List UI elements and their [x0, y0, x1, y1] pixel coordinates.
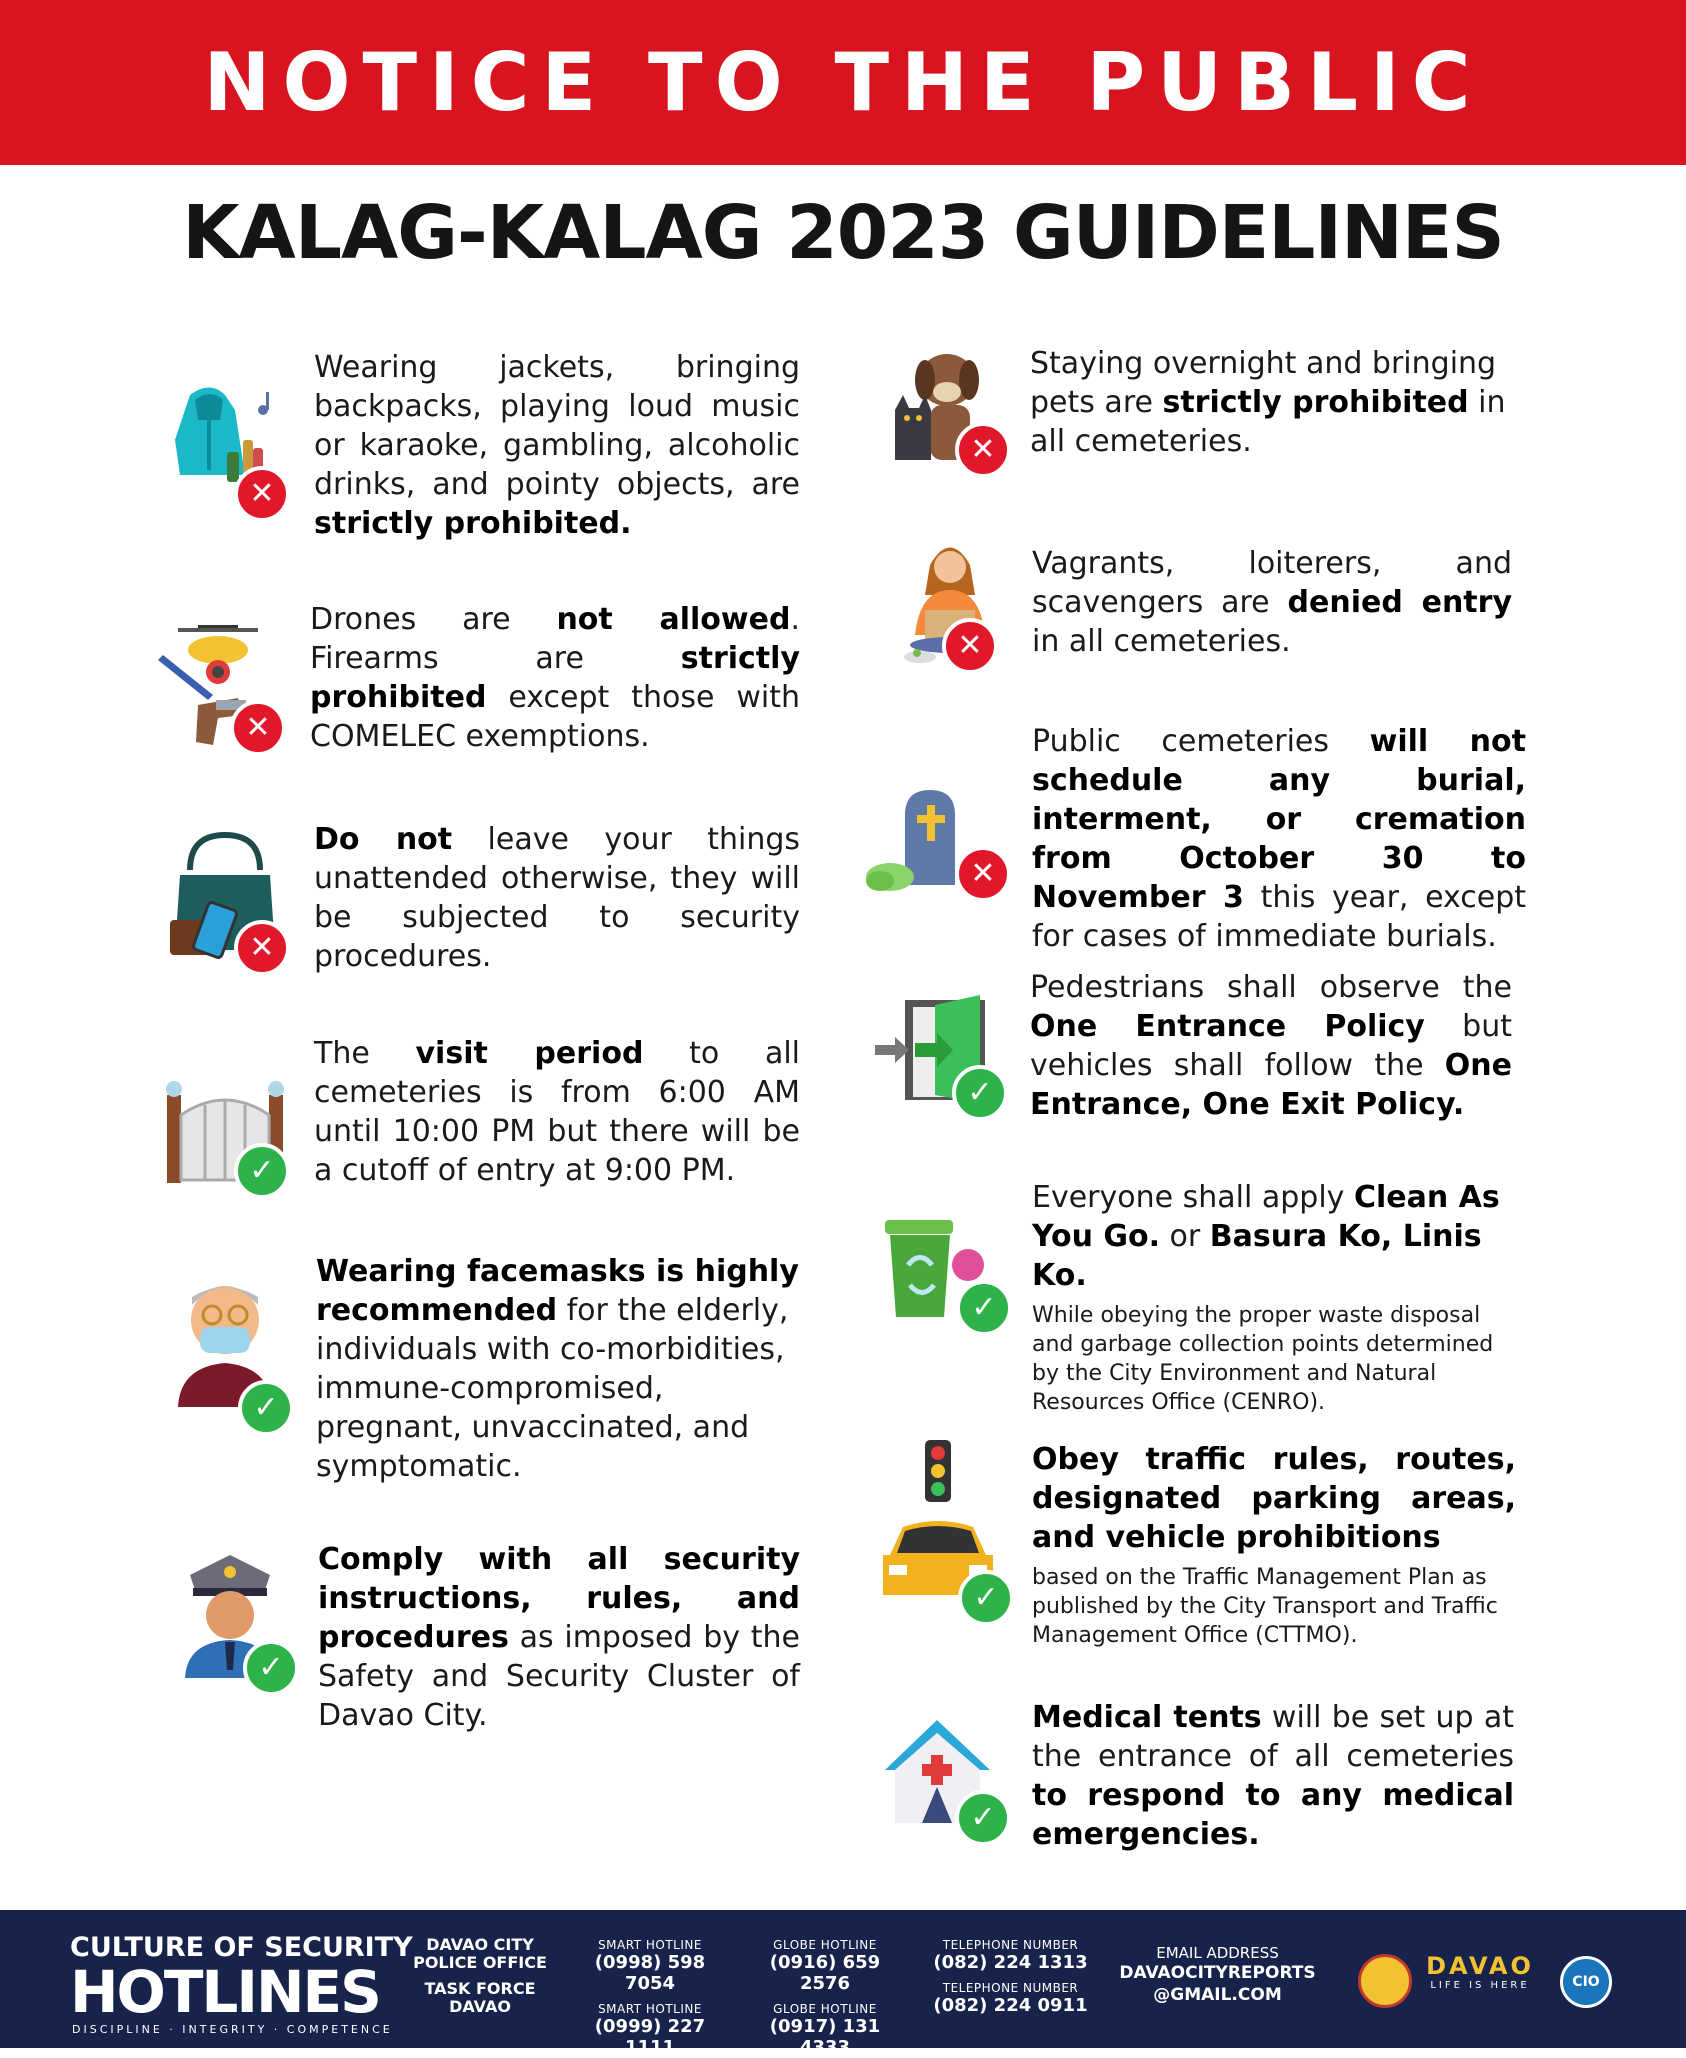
- org-line: TASK FORCE: [424, 1979, 536, 1998]
- footer-culture-label: CULTURE OF SECURITY: [70, 1932, 413, 1963]
- email-label: EMAIL ADDRESS: [1156, 1944, 1279, 1962]
- hotline-label: GLOBE HOTLINE: [773, 1938, 877, 1952]
- allowed-badge: ✓: [956, 1280, 1012, 1336]
- allowed-badge: ✓: [955, 1790, 1011, 1846]
- guideline-text: The visit period to all cemeteries is from 6:00 AM until 10:00 PM but there will be a cutoff of entry at 9:00 PM.: [314, 1036, 800, 1188]
- telephone-hotlines: [928, 1938, 1093, 2016]
- prohibited-badge: ✕: [230, 700, 286, 756]
- hotlines-footer: [0, 1910, 1686, 2058]
- footer-org-block: [410, 1936, 550, 2016]
- guideline-text: Staying overnight and bringing pets are strictly prohibited in all cemeteries.: [1030, 346, 1506, 459]
- davao-logo-text: DAVAO: [1426, 1952, 1534, 1980]
- hotline-label: GLOBE HOTLINE: [773, 2002, 877, 2016]
- davao-logo: [1420, 1952, 1540, 1991]
- prohibited-badge: ✕: [942, 618, 998, 674]
- guideline-text: Vagrants, loiterers, and scavengers are denied entry in all cemeteries.: [1032, 546, 1512, 659]
- guideline-text: Obey traffic rules, routes, designated parking areas, and vehicle prohibitions based on the Traffic Management Plan as published by the City Transport and Traffic Management Office (CTTMO).: [1032, 1442, 1516, 1648]
- allowed-badge: ✓: [958, 1570, 1014, 1626]
- cio-logo-text: CIO: [1572, 1974, 1600, 1990]
- guideline-subtext: based on the Traffic Management Plan as published by the City Transport and Traffic Management Office (CTTMO).: [1032, 1565, 1498, 1648]
- hotline-label: TELEPHONE NUMBER: [942, 1981, 1079, 1995]
- guideline-text: Comply with all security instructions, rules, and procedures as imposed by the Safety and Security Cluster of Davao City.: [318, 1542, 800, 1733]
- banner-title: NOTICE TO THE PUBLIC: [203, 36, 1483, 129]
- hotline-number[interactable]: (0999) 227 1111: [594, 2016, 706, 2058]
- globe-hotlines: [745, 1938, 905, 2058]
- notice-banner: [0, 0, 1686, 165]
- cio-logo: [1560, 1956, 1612, 2008]
- guideline-text: Wearing jackets, bringing backpacks, playing loud music or karaoke, gambling, alcoholic drinks, and pointy objects, are strictly prohibited.: [314, 350, 800, 541]
- prohibited-badge: ✕: [955, 846, 1011, 902]
- org-line: POLICE OFFICE: [413, 1953, 547, 1972]
- hotline-label: SMART HOTLINE: [598, 1938, 702, 1952]
- page-title: KALAG-KALAG 2023 GUIDELINES: [182, 190, 1504, 276]
- prohibited-badge: ✕: [234, 466, 290, 522]
- hotline-number[interactable]: (0917) 131 4333: [769, 2016, 881, 2058]
- guideline-text: Pedestrians shall observe the One Entrance Policy but vehicles shall follow the One Entrance, One Exit Policy.: [1030, 970, 1512, 1122]
- prohibited-badge: ✕: [234, 920, 290, 976]
- hotline-number[interactable]: (082) 224 0911: [933, 1995, 1088, 2016]
- footer-tagline: DISCIPLINE · INTEGRITY · COMPETENCE: [72, 2023, 393, 2036]
- allowed-badge: ✓: [238, 1380, 294, 1436]
- guideline-text: Public cemeteries will not schedule any burial, interment, or cremation from October 30 to November 3 this year, except for cases of immediate burials.: [1032, 724, 1526, 954]
- hotline-number[interactable]: (0998) 598 7054: [594, 1952, 706, 1994]
- city-seal-logo: [1358, 1954, 1412, 2008]
- smart-hotlines: [570, 1938, 730, 2058]
- email-address[interactable]: DAVAOCITYREPORTS: [1119, 1963, 1316, 1983]
- guideline-subtext: While obeying the proper waste disposal and garbage collection points determined by the City Environment and Natural Resources Office (CENRO).: [1032, 1303, 1494, 1415]
- prohibited-badge: ✕: [955, 422, 1011, 478]
- org-line: DAVAO: [449, 1997, 511, 2016]
- guideline-text: Everyone shall apply Clean As You Go. or Basura Ko, Linis Ko. While obeying the proper waste disposal and garbage collection points determined by the City Environment and Natural Resources Office (CENRO).: [1032, 1178, 1514, 1417]
- allowed-badge: ✓: [234, 1143, 290, 1199]
- hotline-number[interactable]: (0916) 659 2576: [769, 1952, 881, 1994]
- guideline-text: Do not leave your things unattended otherwise, they will be subjected to security procedures.: [314, 822, 801, 974]
- life-is-here-text: LIFE IS HERE: [1430, 1980, 1530, 1991]
- guideline-text: Medical tents will be set up at the entrance of all cemeteries to respond to any medical emergencies.: [1032, 1700, 1514, 1852]
- hotline-label: TELEPHONE NUMBER: [942, 1938, 1079, 1952]
- guideline-text: Drones are not allowed. Firearms are strictly prohibited except those with COMELEC exemptions.: [310, 602, 800, 754]
- footer-hotlines-title: HOTLINES: [70, 1958, 380, 2026]
- email-address-domain[interactable]: @GMAIL.COM: [1153, 1985, 1282, 2005]
- allowed-badge: ✓: [952, 1065, 1008, 1121]
- email-block: [1110, 1944, 1325, 2006]
- hotline-label: SMART HOTLINE: [598, 2002, 702, 2016]
- hotline-number[interactable]: (082) 224 1313: [933, 1952, 1088, 1973]
- allowed-badge: ✓: [243, 1640, 299, 1696]
- org-line: DAVAO CITY: [426, 1935, 534, 1954]
- guideline-text: Wearing facemasks is highly recommended for the elderly, individuals with co-morbidities, immune-compromised, pregnant, unvaccinated, and symptomatic.: [316, 1254, 799, 1484]
